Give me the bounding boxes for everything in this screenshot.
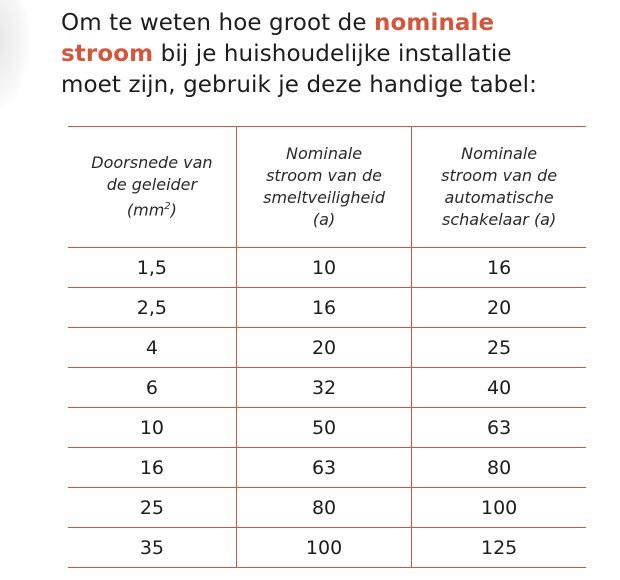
header-line: stroom van de — [441, 166, 558, 185]
cell-breaker-current: 40 — [412, 368, 586, 408]
cell-cross-section: 16 — [68, 448, 236, 488]
cell-cross-section: 10 — [68, 408, 236, 448]
header-line: Nominale — [286, 144, 363, 163]
header-fuse-current — [236, 127, 411, 248]
header-line: automatische — [444, 188, 554, 207]
table-row — [68, 488, 586, 528]
cell-fuse-current: 20 — [236, 328, 411, 368]
cell-cross-section: 1,5 — [68, 248, 236, 288]
intro-highlight-stroom: stroom — [61, 41, 154, 67]
header-unit-close: ) — [170, 200, 177, 220]
cell-cross-section: 35 — [68, 528, 236, 568]
header-line: schakelaar (a) — [442, 210, 557, 229]
cell-breaker-current: 125 — [412, 528, 586, 568]
header-unit: (mm — [126, 200, 165, 220]
header-unit-superscript: 2 — [164, 201, 171, 213]
cell-fuse-current: 100 — [236, 528, 411, 568]
intro-text-part2: bij je huishoudelijke installatie — [153, 41, 512, 67]
table-row — [68, 368, 586, 408]
cell-fuse-current: 10 — [236, 248, 411, 288]
cell-cross-section: 25 — [68, 488, 236, 528]
table-row — [68, 328, 586, 368]
table-row — [68, 448, 586, 488]
cell-fuse-current: 80 — [236, 488, 411, 528]
header-line: (a) — [312, 210, 336, 229]
intro-paragraph — [61, 8, 601, 101]
intro-text-part1: Om te weten hoe groot de — [61, 10, 375, 36]
table-row — [68, 288, 586, 328]
cell-cross-section: 4 — [68, 328, 236, 368]
cell-fuse-current: 16 — [236, 288, 411, 328]
header-breaker-current — [412, 127, 586, 248]
header-line: de geleider — [106, 175, 198, 195]
header-line: Doorsnede van — [91, 153, 213, 173]
header-conductor-cross-section — [68, 127, 236, 248]
header-line: smeltveiligheid — [263, 188, 385, 207]
cell-breaker-current: 80 — [412, 448, 586, 488]
intro-highlight-nominale: nominale — [374, 10, 495, 36]
table-header-row — [68, 127, 586, 248]
table-row — [68, 248, 586, 288]
page-corner-shadow — [0, 0, 30, 110]
intro-text-part3: moet zijn, gebruik je deze handige tabel: — [61, 72, 537, 98]
header-line: Nominale — [461, 144, 538, 163]
cell-breaker-current: 100 — [412, 488, 586, 528]
cell-cross-section: 2,5 — [68, 288, 236, 328]
header-line: stroom van de — [266, 166, 383, 185]
cell-fuse-current: 63 — [236, 448, 411, 488]
cell-cross-section: 6 — [68, 368, 236, 408]
cell-breaker-current: 20 — [412, 288, 586, 328]
cell-fuse-current: 32 — [236, 368, 411, 408]
table-row — [68, 408, 586, 448]
table-row — [68, 528, 586, 568]
cell-breaker-current: 63 — [412, 408, 586, 448]
cell-breaker-current: 25 — [412, 328, 586, 368]
nominal-current-table — [68, 126, 586, 568]
cell-fuse-current: 50 — [236, 408, 411, 448]
cell-breaker-current: 16 — [412, 248, 586, 288]
